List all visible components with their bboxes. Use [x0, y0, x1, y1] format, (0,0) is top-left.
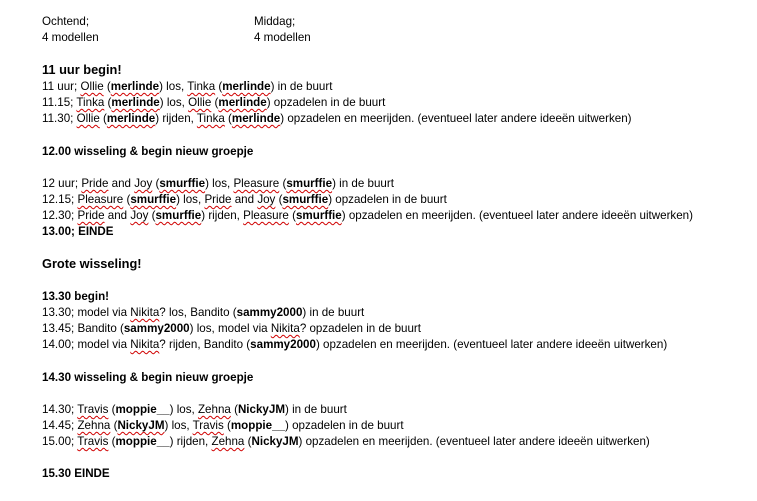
schedule-line: 14.45; Zehna (NickyJM) los, Travis (moppie__) opzadelen in de buurt — [42, 419, 404, 432]
schedule-line: 15.00; Travis (moppie__) rijden, Zehna (NickyJM) opzadelen en meerijden. (eventueel later andere ideeën uitwerken) — [42, 435, 650, 448]
afternoon-count: 4 modellen — [254, 31, 311, 44]
morning-count: 4 modellen — [42, 31, 99, 44]
schedule-line: 12 uur; Pride and Joy (smurffie) los, Pleasure (smurffie) in de buurt — [42, 177, 394, 190]
schedule-line: 13.45; Bandito (sammy2000) los, model via Nikita? opzadelen in de buurt — [42, 322, 421, 335]
schedule-line: 12.30; Pride and Joy (smurffie) rijden, Pleasure (smurffie) opzadelen en meerijden. (eventueel later andere ideeën uitwerken) — [42, 209, 693, 222]
block1-title: 11 uur begin! — [42, 62, 122, 77]
morning-label: Ochtend; — [42, 15, 90, 28]
block4-title: 14.30 wisseling & begin nieuw groepje — [42, 371, 254, 384]
final-end: 15.30 EINDE — [42, 467, 110, 480]
afternoon-label: Middag; — [254, 15, 296, 28]
schedule-line: 11 uur; Ollie (merlinde) los, Tinka (merlinde) in de buurt — [42, 80, 333, 93]
schedule-line: 12.15; Pleasure (smurffie) los, Pride and Joy (smurffie) opzadelen in de buurt — [42, 193, 447, 206]
schedule-line: 14.30; Travis (moppie__) los, Zehna (NickyJM) in de buurt — [42, 403, 347, 416]
schedule-line: 13.30; model via Nikita? los, Bandito (sammy2000) in de buurt — [42, 306, 365, 319]
block2-title: 12.00 wisseling & begin nieuw groepje — [42, 145, 254, 158]
grote-wisseling-heading: Grote wisseling! — [42, 256, 142, 271]
block3-title: 13.30 begin! — [42, 290, 110, 303]
schedule-line: 11.15; Tinka (merlinde) los, Ollie (merlinde) opzadelen in de buurt — [42, 96, 386, 109]
schedule-line: 14.00; model via Nikita? rijden, Bandito (sammy2000) opzadelen en meerijden. (eventueel later andere ideeën uitwerken) — [42, 338, 668, 351]
block2-end: 13.00; EINDE — [42, 225, 114, 238]
schedule-line: 11.30; Ollie (merlinde) rijden, Tinka (merlinde) opzadelen en meerijden. (eventueel later andere ideeën uitwerken) — [42, 112, 632, 125]
